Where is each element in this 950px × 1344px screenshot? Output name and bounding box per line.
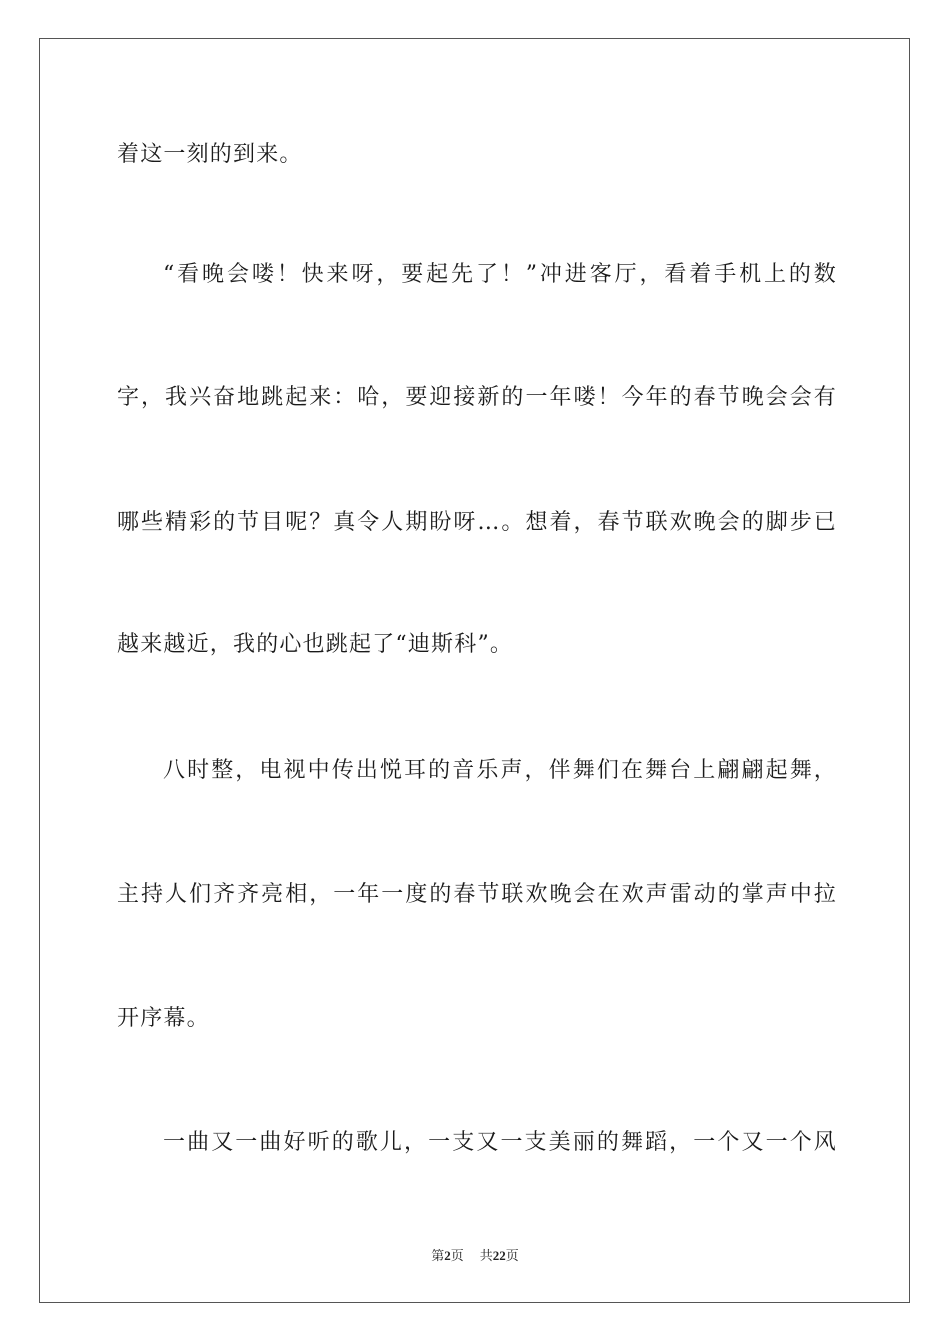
paragraph-line: “看晚会喽！快来呀，要起先了！”冲进客厅，看着手机上的数 xyxy=(163,262,837,287)
page-border xyxy=(39,38,910,1303)
paragraph-line: 一曲又一曲好听的歌儿，一支又一支美丽的舞蹈，一个又一个风 xyxy=(163,1130,837,1155)
total-pages-label: 共22页 xyxy=(479,1248,519,1264)
page-footer xyxy=(0,1247,950,1266)
paragraph-line: 哪些精彩的节目呢？真令人期盼呀…。想着，春节联欢晚会的脚步已 xyxy=(117,510,837,535)
paragraph-line: 越来越近，我的心也跳起了“迪斯科”。 xyxy=(117,632,514,657)
paragraph-line: 开序幕。 xyxy=(117,1006,210,1031)
paragraph-line: 八时整，电视中传出悦耳的音乐声，伴舞们在舞台上翩翩起舞， xyxy=(163,758,837,783)
page-number-label: 第2页 xyxy=(431,1248,464,1264)
paragraph-line: 主持人们齐齐亮相，一年一度的春节联欢晚会在欢声雷动的掌声中拉 xyxy=(117,882,837,907)
paragraph-line: 着这一刻的到来。 xyxy=(117,142,303,167)
paragraph-line: 字，我兴奋地跳起来：哈，要迎接新的一年喽！今年的春节晚会会有 xyxy=(117,385,837,410)
